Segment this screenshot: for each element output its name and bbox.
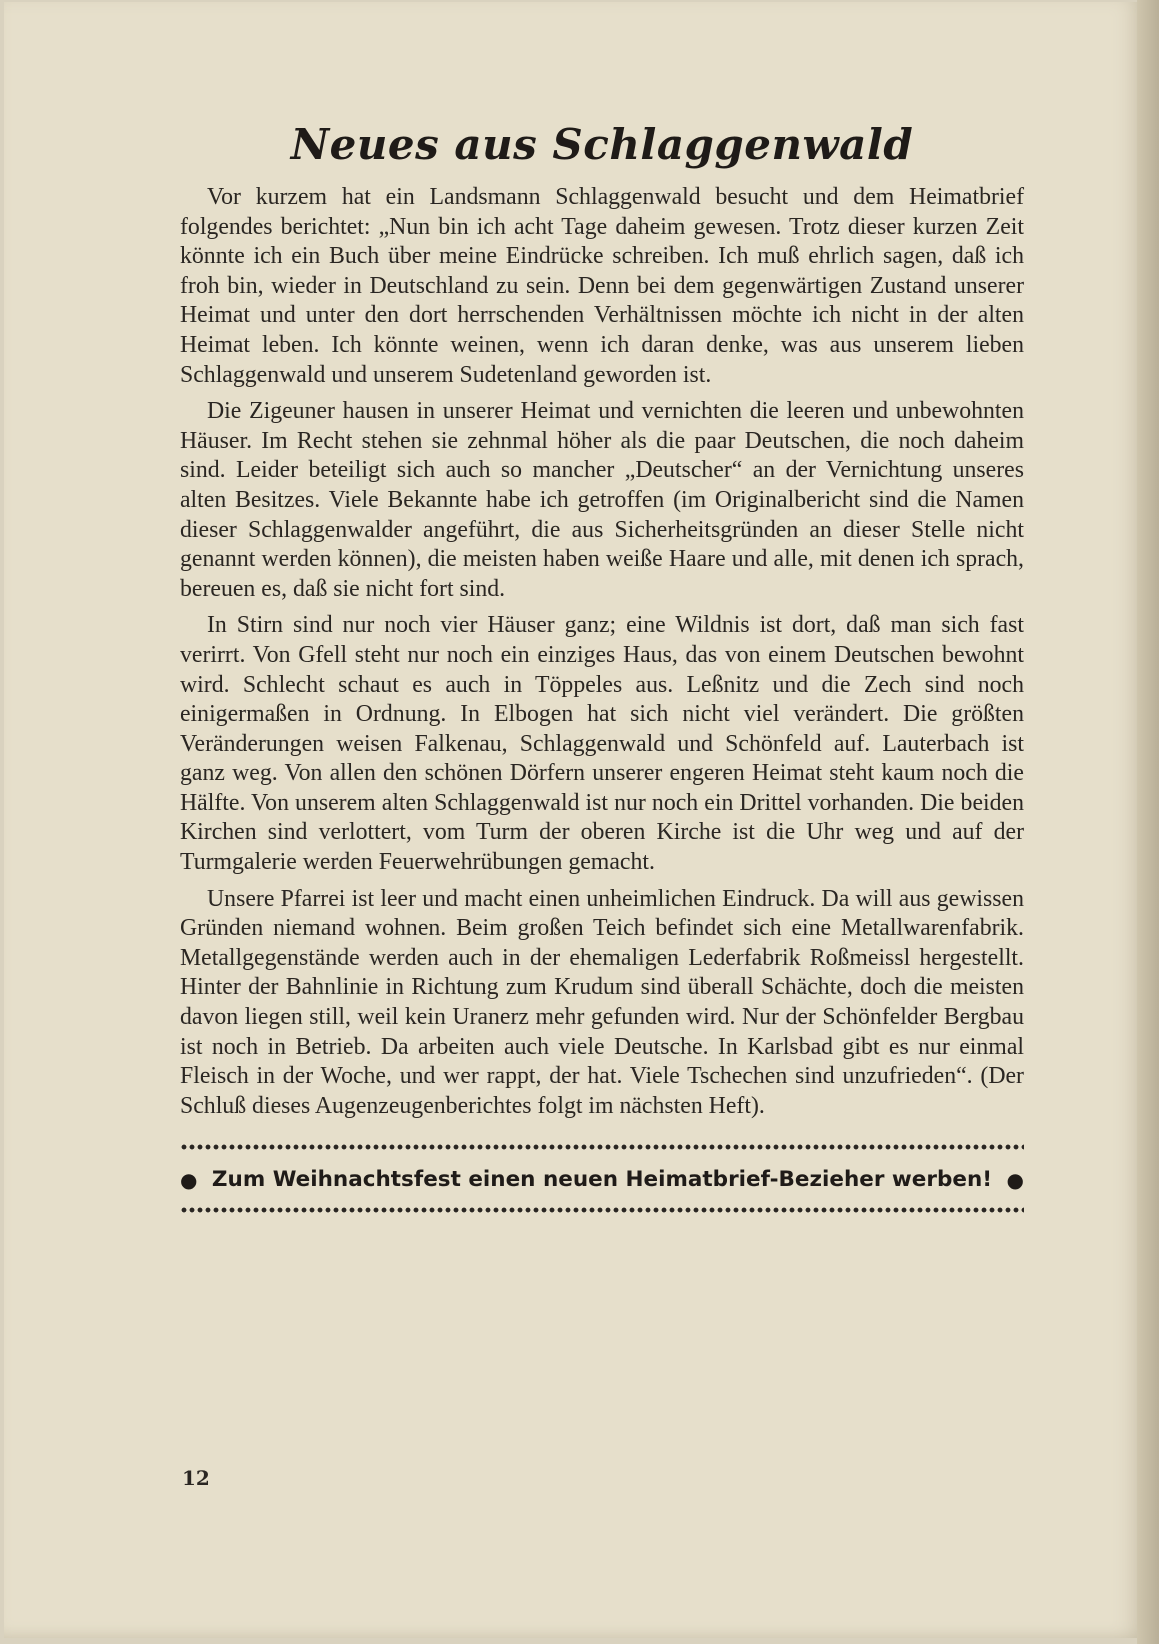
article-paragraph-1: Vor kurzem hat ein Landsmann Schlaggenwald besucht und dem Heimatbrief folgendes berichtet: „Nun bin ich acht Tage daheim gewesen. Trotz dieser kurzen Zeit könnte ich ein Buch über meine Eindrücke schreiben. Ich muß ehrlich sagen, daß ich froh bin, wieder in Deutschland zu sein. Denn bei dem gegenwärtigen Zustand unserer Heimat und unter den dort herrschenden Verhältnissen möchte ich nicht in der alten Heimat leben. Ich könnte weinen, wenn ich daran denke, was aus unserem lieben Schlaggenwald und unserem Sudetenland geworden ist. — [180, 184, 1024, 388]
page-number: 12 — [182, 1466, 210, 1490]
article-paragraph-3: In Stirn sind nur noch vier Häuser ganz; eine Wildnis ist dort, daß man sich fast verirrt. Von Gfell steht nur noch ein einziges Haus, das von einem Deutschen bewohnt wird. Schlecht schaut es auch in Töppeles aus. Leßnitz und die Zech sind noch einigermaßen in Ordnung. In Elbogen hat sich nicht viel verändert. Die größten Veränderungen weisen Falkenau, Schlaggenwald und Schönfeld auf. Lauterbach ist ganz weg. Von allen den schönen Dörfern unserer engeren Heimat steht kaum noch die Hälfte. Von unserem alten Schlaggenwald ist nur noch ein Drittel vorhanden. Die beiden Kirchen sind verlottert, vom Turm der oberen Kirche ist die Uhr weg und auf der Turmgalerie werden Feuerwehrübungen gemacht. — [180, 612, 1024, 876]
article — [180, 120, 1024, 1216]
article-title: Neues aus Schlaggenwald — [290, 120, 914, 169]
diamond-rule-top — [180, 1141, 1024, 1153]
bullet-icon-right: ● — [1006, 1167, 1024, 1192]
diamond-rule-bottom — [180, 1204, 1024, 1216]
appeal-text: Zum Weihnachtsfest einen neuen Heimatbrief-Bezieher werben! — [211, 1167, 993, 1193]
article-paragraph-2: Die Zigeuner hausen in unserer Heimat und vernichten die leeren und unbewohnten Häuser. Im Recht stehen sie zehnmal höher als die paar Deutschen, die noch daheim sind. Leider beteiligt sich auch so mancher „Deutscher“ an der Vernichtung unseres alten Besitzes. Viele Bekannte habe ich getroffen (im Originalbericht sind die Namen dieser Schlaggenwalder angeführt, die aus Sicherheitsgründen an dieser Stelle nicht genannt werden können), die meisten haben weiße Haare und alle, mit denen ich sprach, bereuen es, daß sie nicht fort sind. — [180, 398, 1024, 602]
bullet-icon-left: ● — [180, 1167, 198, 1192]
page-edge-shadow — [1137, 0, 1159, 1644]
article-paragraph-4: Unsere Pfarrei ist leer und macht einen unheimlichen Eindruck. Da will aus gewissen Gründen niemand wohnen. Beim großen Teich befindet sich eine Metallwarenfabrik. Metallgegenstände werden auch in der ehemaligen Lederfabrik Roßmeissl hergestellt. Hinter der Bahnlinie in Richtung zum Krudum sind überall Schächte, doch die meisten davon liegen still, weil kein Uranerz mehr gefunden wird. Nur der Schönfelder Bergbau ist noch in Betrieb. Da arbeiten auch viele Deutsche. In Karlsbad gibt es nur einmal Fleisch in der Woche, und wer rappt, der hat. Viele Tschechen sind unzufrieden“. (Der Schluß dieses Augenzeugenberichtes folgt im nächsten Heft). — [180, 885, 1024, 1119]
appeal-banner — [180, 1167, 1024, 1192]
